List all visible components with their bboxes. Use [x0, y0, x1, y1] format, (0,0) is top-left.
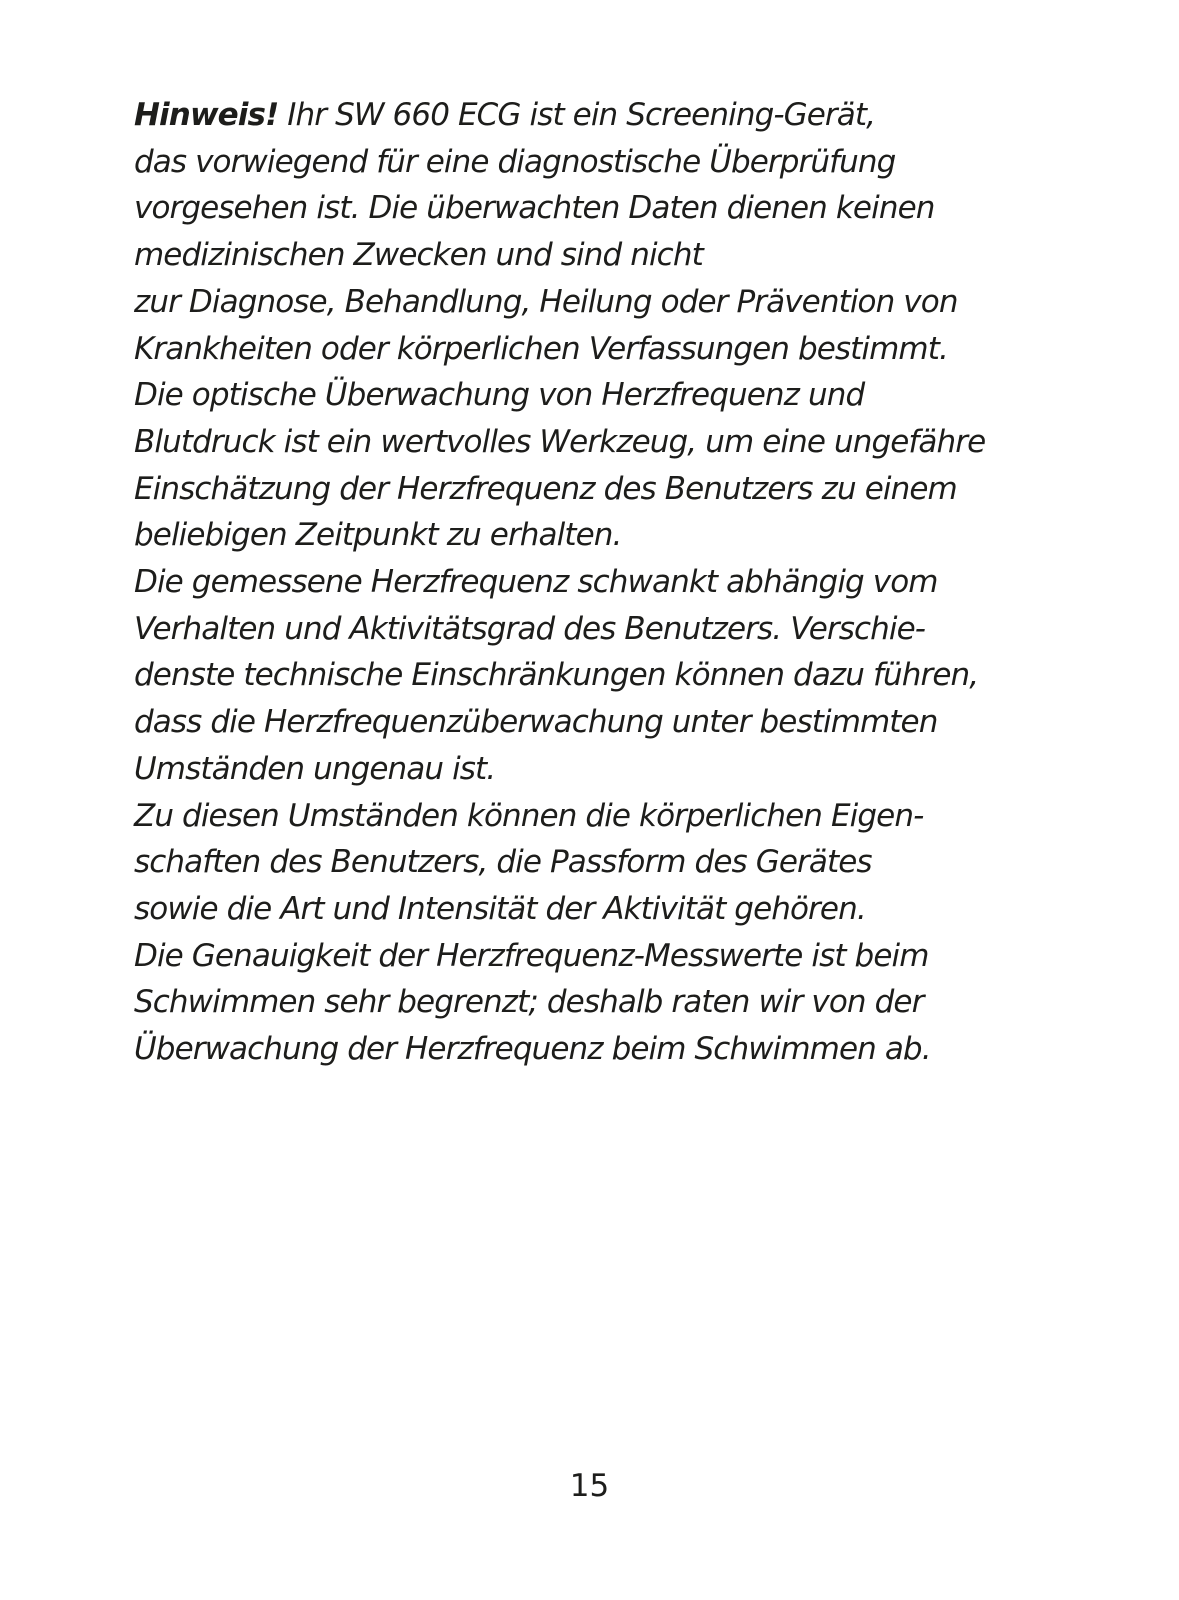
note-line: Überwachung der Herzfrequenz beim Schwimmen ab.	[134, 1031, 931, 1068]
note-line: beliebigen Zeitpunkt zu erhalten.	[134, 517, 622, 554]
note-line: zur Diagnose, Behandlung, Heilung oder Prävention von	[134, 283, 958, 320]
note-paragraph	[134, 92, 1134, 1073]
note-line: Umständen ungenau ist.	[134, 750, 496, 787]
note-line: Blutdruck ist ein wertvolles Werkzeug, um eine ungefähre	[134, 423, 986, 460]
note-line: dass die Herzfrequenzüberwachung unter bestimmten	[134, 704, 938, 741]
note-line: denste technische Einschränkungen können dazu führen,	[134, 657, 979, 694]
page-number: 15	[569, 1468, 610, 1504]
note-line: Zu diesen Umständen können die körperlichen Eigen-	[134, 797, 924, 834]
note-line: Die Genauigkeit der Herzfrequenz-Messwerte ist beim	[134, 937, 929, 974]
note-line: das vorwiegend für eine diagnostische Überprüfung	[134, 143, 896, 180]
note-line: Einschätzung der Herzfrequenz des Benutzers zu einem	[134, 470, 957, 507]
note-first-line-text: Ihr SW 660 ECG ist ein Screening-Gerät,	[278, 97, 876, 133]
note-line: vorgesehen ist. Die überwachten Daten dienen keinen	[134, 190, 935, 227]
note-first-line	[134, 92, 1134, 139]
note-line: Schwimmen sehr begrenzt; deshalb raten wir von der	[134, 984, 924, 1021]
note-line: Verhalten und Aktivitätsgrad des Benutzers. Verschie-	[134, 610, 926, 647]
note-line: schaften des Benutzers, die Passform des Gerätes	[134, 844, 872, 881]
note-line: medizinischen Zwecken und sind nicht	[134, 237, 703, 274]
note-line: Die optische Überwachung von Herzfrequenz und	[134, 377, 865, 414]
note-label: Hinweis!	[134, 97, 279, 133]
note-line: sowie die Art und Intensität der Aktivität gehören.	[134, 890, 866, 927]
note-line: Krankheiten oder körperlichen Verfassungen bestimmt.	[134, 330, 948, 367]
note-line: Die gemessene Herzfrequenz schwankt abhängig vom	[134, 564, 938, 601]
